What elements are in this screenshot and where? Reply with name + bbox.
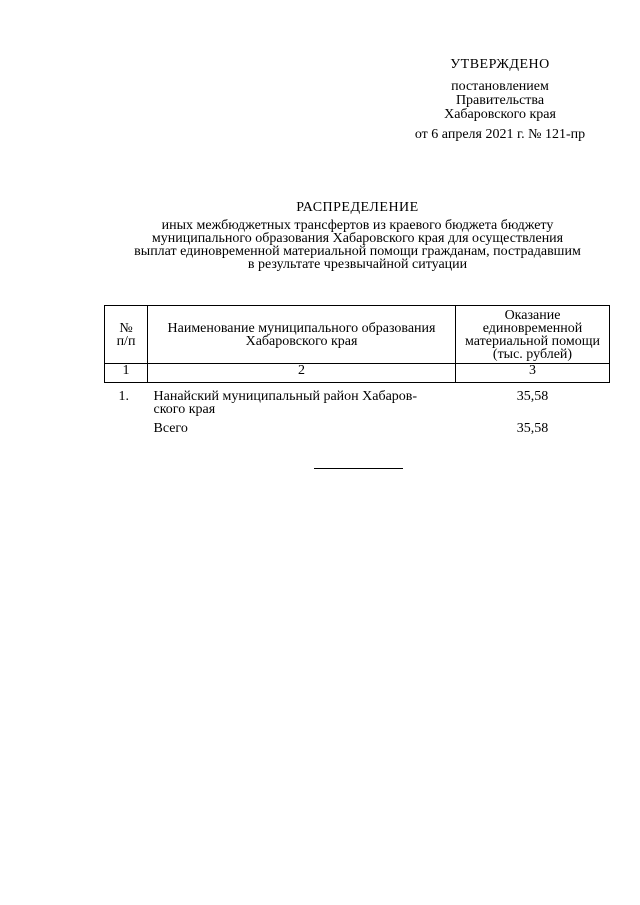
header-text: Оказание (504, 307, 561, 323)
header-text: № (119, 320, 133, 336)
row-amount: 35,58 (516, 421, 549, 436)
index-cell: 2 (148, 364, 456, 383)
row-number (105, 416, 148, 435)
index-cell: 3 (456, 364, 610, 383)
header-text: материальной помощи (465, 333, 600, 349)
index-cell: 1 (105, 364, 148, 383)
document-title: РАСПРЕДЕЛЕНИЕ (296, 200, 419, 215)
approval-line: Правительства (455, 93, 545, 108)
row-name-line: ского края (153, 402, 216, 417)
table-header-row (105, 306, 610, 364)
header-text: (тыс. рублей) (492, 346, 573, 362)
row-number: 1. (118, 389, 129, 404)
document-subtitle (100, 219, 615, 271)
table-row (105, 383, 610, 417)
header-number (105, 306, 148, 364)
table-index-row (105, 364, 610, 383)
row-name (148, 416, 456, 435)
header-name (148, 306, 456, 364)
header-text: Наименование муниципального образования (167, 320, 436, 336)
table-row-total (105, 416, 610, 435)
row-name-line: Нанайский муниципальный район Хабаров- (153, 389, 418, 404)
subtitle-line: иных межбюджетных трансфертов из краевого бюджета бюджету (161, 218, 554, 233)
approval-block (395, 58, 605, 142)
row-name (148, 383, 456, 417)
approval-line: постановлением (451, 79, 549, 94)
subtitle-line: выплат единовременной материальной помощи гражданам, пострадавшим (134, 244, 581, 259)
header-text: п/п (116, 333, 136, 349)
header-text: единовременной (482, 320, 583, 336)
end-divider (314, 468, 403, 469)
approval-line: Хабаровского края (444, 107, 556, 122)
header-amount (456, 306, 610, 364)
subtitle-line: муниципального образования Хабаровского края для осуществления (151, 231, 564, 246)
subtitle-line: в результате чрезвычайной ситуации (247, 257, 468, 272)
distribution-table (104, 305, 610, 435)
header-text: Хабаровского края (245, 333, 358, 349)
row-name-line: Всего (153, 421, 188, 436)
row-amount: 35,58 (516, 389, 549, 404)
approval-heading: УТВЕРЖДЕНО (450, 57, 550, 72)
approval-date: от 6 апреля 2021 г. № 121-пр (414, 127, 586, 142)
